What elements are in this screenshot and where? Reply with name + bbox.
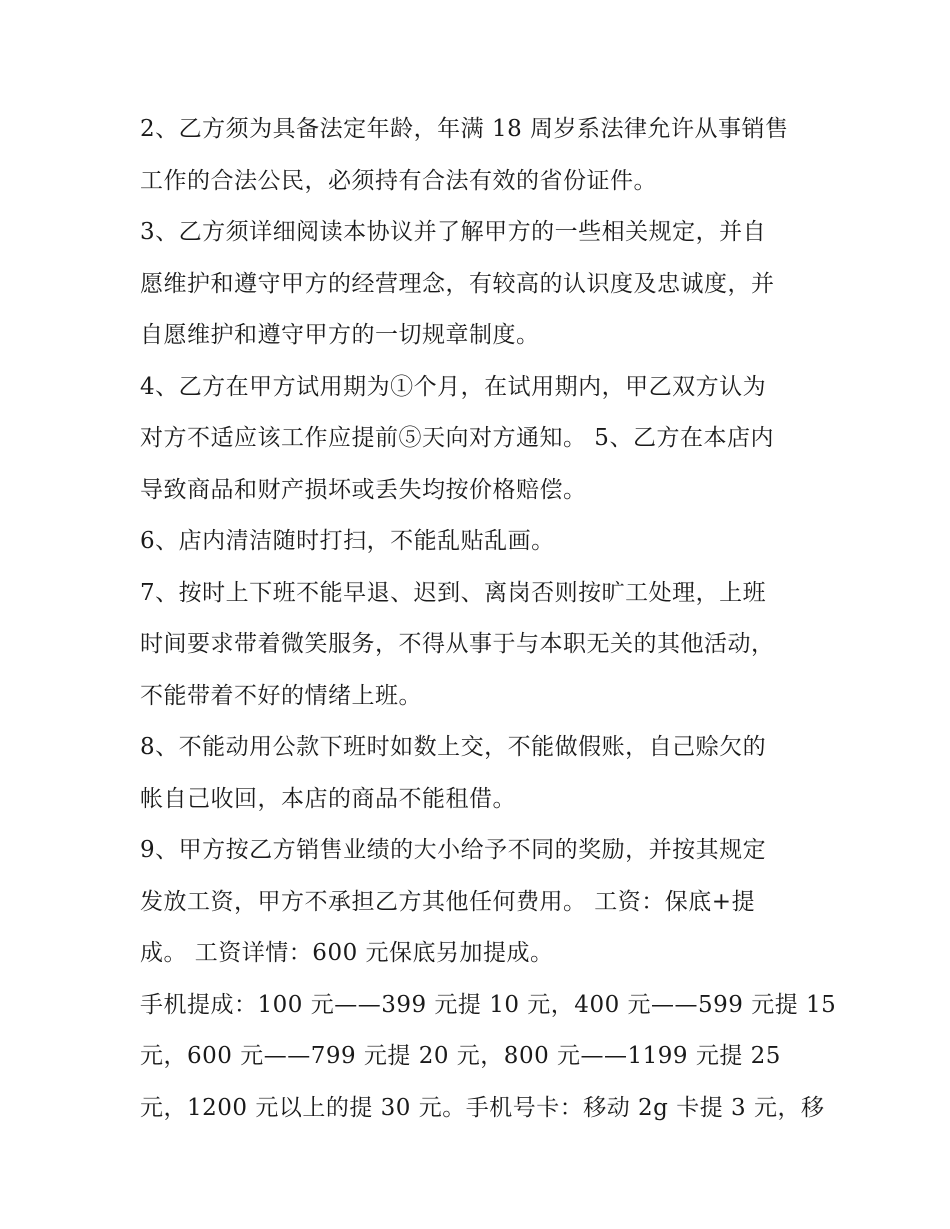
text-line: 不能带着不好的情绪上班。 [140,682,422,709]
text-line: 2、乙方须为具备法定年龄，年满 18 周岁系法律允许从事销售 [140,116,789,142]
text-line: 元，600 元——799 元提 20 元，800 元——1199 元提 25 [140,1043,781,1069]
text-line: 帐自己收回，本店的商品不能租借。 [140,785,516,812]
text-line: 发放工资，甲方不承担乙方其他任何费用。 工资：保底+提 [140,888,756,915]
text-line: 自愿维护和遵守甲方的一切规章制度。 [140,322,540,348]
text-line: 导致商品和财产损坏或丢失均按价格赔偿。 [140,476,587,503]
text-line: 3、乙方须详细阅读本协议并了解甲方的一些相关规定，并自 [140,219,767,245]
text-line: 6、店内清洁随时打扫，不能乱贴乱画。 [140,528,555,554]
text-line: 对方不适应该工作应提前⑤天向对方通知。 5、乙方在本店内 [140,425,774,451]
text-line: 成。 工资详情：600 元保底另加提成。 [140,940,554,966]
text-line: 工作的合法公民，必须持有合法有效的省份证件。 [140,167,657,194]
text-line: 4、乙方在甲方试用期为①个月，在试用期内，甲乙双方认为 [140,373,767,400]
text-line: 7、按时上下班不能早退、迟到、离岗否则按旷工处理，上班 [140,579,767,606]
text-line: 愿维护和遵守甲方的经营理念，有较高的认识度及忠诚度，并 [140,270,775,297]
text-line: 元，1200 元以上的提 30 元。手机号卡：移动 2g 卡提 3 元，移 [140,1094,825,1121]
text-line: 时间要求带着微笑服务，不得从事于与本职无关的其他活动， [140,631,775,657]
text-line: 8、不能动用公款下班时如数上交，不能做假账，自己赊欠的 [140,734,767,760]
text-line: 9、甲方按乙方销售业绩的大小给予不同的奖励，并按其规定 [140,837,767,863]
document-body [140,104,837,1134]
text-line: 手机提成：100 元——399 元提 10 元，400 元——599 元提 15 [140,991,837,1018]
